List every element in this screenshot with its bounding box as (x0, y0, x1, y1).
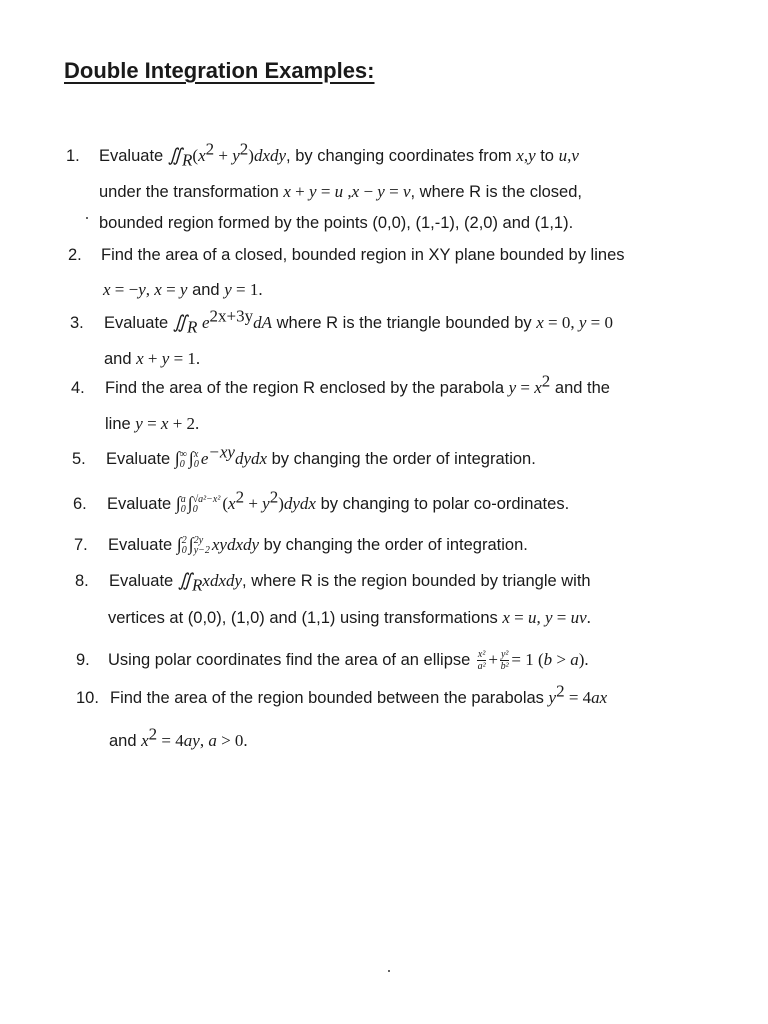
item-1-text-d: under the transformation (99, 183, 279, 201)
item-4-line-1: 4. Find the area of the region R enclosed by the parabola $y = x^2$ and the (71, 371, 610, 397)
item-2-text-b: and (192, 281, 220, 299)
item-number: 7. (74, 536, 88, 554)
item-2-line-1 (68, 246, 625, 265)
item-3-line-2: and x + y = 1. (104, 349, 201, 368)
item-number: 8. (75, 572, 89, 590)
item-8-line-2: vertices at (0,0), (1,0) and (1,1) using transformations x = u, y = uv. (108, 608, 591, 627)
item-number: 6. (73, 495, 87, 513)
item-6-text: Evaluate (107, 495, 172, 513)
item-9-text: Using polar coordinates find the area of an ellipse (108, 650, 471, 669)
item-number: 4. (71, 379, 85, 397)
item-4-text-b: and the (554, 379, 610, 397)
item-number: 10. (76, 689, 99, 707)
item-8-text-c: vertices at (0,0), (1,0) and (1,1) using transformations (108, 609, 498, 627)
item-7-text: Evaluate (108, 536, 173, 554)
item-number: 1. (66, 147, 80, 165)
item-5-text: Evaluate (106, 450, 171, 468)
item-3-text-c: and (104, 350, 132, 368)
item-6-line-1: 6. Evaluate ∫ a 0 ∫ √a²−x² 0 ($x^2$ + $y^2)dydx$ by changing to polar co-ordinates. (73, 487, 570, 515)
page-title: Double Integration Examples: (64, 58, 375, 83)
item-1-text-e: , where R is the closed, (410, 183, 582, 201)
item-1-line-2: under the transformation x + y = u ,x − y = v, where R is the closed, (99, 182, 582, 201)
item-9-line-1: 9. Using polar coordinates find the area of an ellipse $\frac{\text{x²}}{\text{a²}}$ + $\frac{\text{y²}}{\text{b²}}$ = 1 (b > a). (76, 649, 589, 672)
item-4-line-2: line y = x + 2. (105, 414, 200, 433)
item-number: 3. (70, 314, 84, 332)
item-4-text: Find the area of the region R enclosed by the parabola (105, 379, 505, 397)
item-10-line-1: 10. Find the area of the region bounded between the parabolas $y^2 = 4ax$ (76, 681, 608, 707)
item-1-line-1: 1. Evaluate $∬_R(x^2$ + $y^2)dxdy$, by changing coordinates from x,y to u,v (66, 139, 579, 170)
item-3-text: Evaluate (104, 314, 169, 332)
item-5-line-1: 5. Evaluate ∫ ∞ 0 ∫ x 0 $e^{-xy}dydx$ by changing the order of integration. (72, 442, 536, 470)
item-8-text: Evaluate (109, 572, 174, 590)
item-10-text-b: and (109, 732, 137, 750)
item-number: 2. (68, 246, 82, 264)
item-8-line-1: 8. Evaluate $∬_Rxdxdy$, where R is the region bounded by triangle with (75, 570, 591, 595)
scan-speck (388, 970, 390, 972)
item-10-line-2: and $x^2 = 4ay$, a > 0. (109, 724, 248, 750)
item-7-line-1: 7. Evaluate ∫ 2 0 ∫ 2y y−2 xydxdy by changing the order of integration. (74, 534, 528, 556)
item-number: 9. (76, 650, 90, 669)
item-10-text: Find the area of the region bounded between the parabolas (110, 689, 544, 707)
item-number: 5. (72, 450, 86, 468)
item-6-text-b: by changing to polar co-ordinates. (320, 495, 570, 513)
item-7-text-b: by changing the order of integration. (263, 536, 528, 554)
item-8-text-b: , where R is the region bounded by triangle with (242, 572, 591, 590)
item-4-text-c: line (105, 415, 131, 433)
item-1-text-c: to (540, 147, 554, 165)
item-1-text: Evaluate (99, 147, 164, 165)
item-1-line-3: bounded region formed by the points (0,0), (1,-1), (2,0) and (1,1). (99, 214, 574, 232)
item-3-text-b: where R is the triangle bounded by (276, 314, 532, 332)
item-2-text: Find the area of a closed, bounded region in XY plane bounded by lines (101, 246, 625, 264)
scan-speck (86, 217, 88, 219)
item-1-text-b: , by changing coordinates from (286, 147, 512, 165)
item-3-line-1: 3. Evaluate $∬_R$ $e^{2x+3y}dA$ where R is the triangle bounded by x = 0, y = 0 (70, 306, 613, 337)
item-2-line-2: x = −y, x = y and y = 1. (103, 280, 263, 299)
item-5-text-b: by changing the order of integration. (271, 450, 536, 468)
